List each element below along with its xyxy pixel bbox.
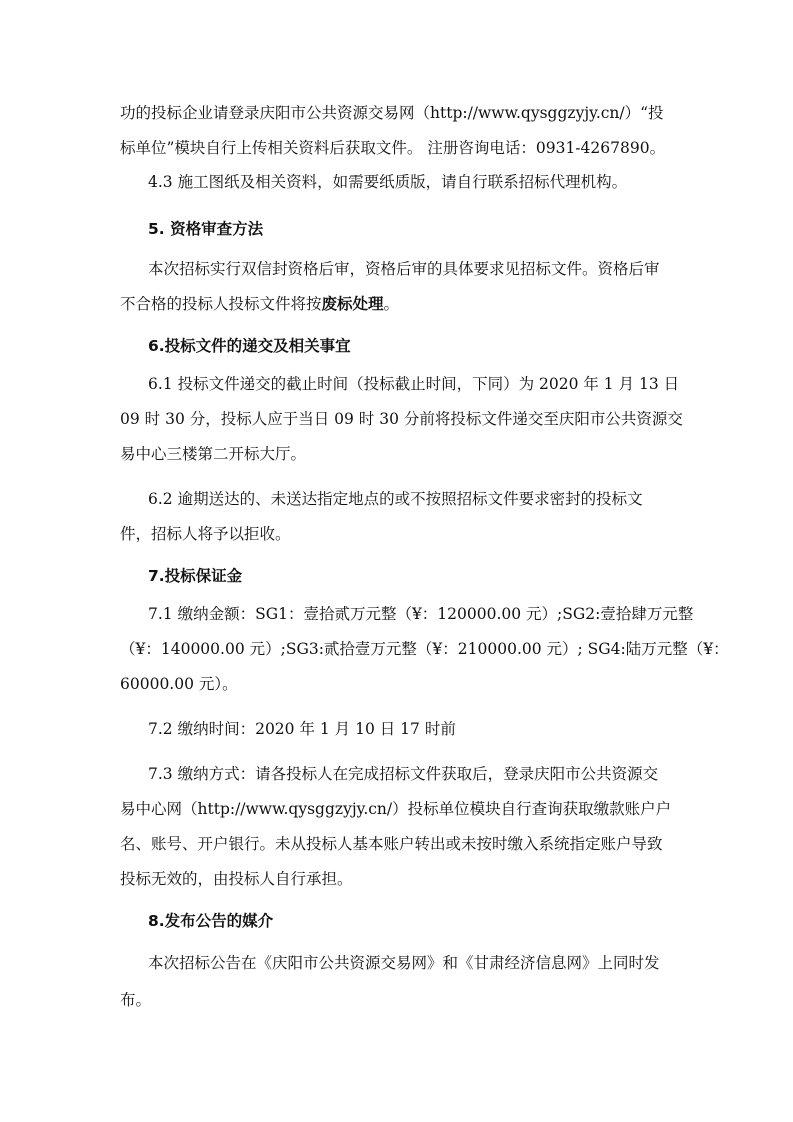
paragraph-4-2-line-2: 标单位”模块自行上传相关资料后获取文件。 注册咨询电话：0931-4267890。 bbox=[120, 139, 666, 157]
heading-8: 8.发布公告的媒介 bbox=[148, 912, 274, 930]
paragraph-6-2-line-2: 件，招标人将予以拒收。 bbox=[120, 525, 291, 543]
paragraph-7-3-line-4: 投标无效的，由投标人自行承担。 bbox=[120, 870, 353, 888]
paragraph-5-period: 。 bbox=[383, 295, 400, 313]
paragraph-7-3-line-3: 名、账号、开户银行。未从投标人基本账户转出或未按时缴入系统指定账户导致 bbox=[120, 835, 663, 853]
heading-7: 7.投标保证金 bbox=[148, 567, 243, 585]
paragraph-6-1-line-3: 易中心三楼第二开标大厅。 bbox=[120, 445, 307, 463]
heading-5: 5. 资格审查方法 bbox=[148, 220, 264, 238]
paragraph-5-text: 不合格的投标人投标文件将按 bbox=[120, 295, 322, 313]
paragraph-5-line-2 bbox=[120, 294, 399, 314]
paragraph-5-line-1: 本次招标实行双信封资格后审，资格后审的具体要求见招标文件。资格后审 bbox=[148, 260, 660, 278]
paragraph-8-line-1: 本次招标公告在《庆阳市公共资源交易网》和《甘肃经济信息网》上同时发 bbox=[148, 954, 660, 972]
paragraph-6-2-line-1: 6.2 逾期送达的、未送达指定地点的或不按照招标文件要求密封的投标文 bbox=[148, 490, 643, 508]
paragraph-4-3: 4.3 施工图纸及相关资料，如需要纸质版，请自行联系招标代理机构。 bbox=[148, 173, 628, 191]
heading-6: 6.投标文件的递交及相关事宜 bbox=[148, 337, 351, 355]
paragraph-7-1-line-2: （¥：140000.00 元）;SG3:贰拾壹万元整（¥：210000.00 元）; SG4:陆万元整（¥： bbox=[120, 640, 729, 658]
paragraph-7-1-line-1: 7.1 缴纳金额：SG1：壹拾贰万元整（¥：120000.00 元）;SG2:壹拾肆万元整 bbox=[148, 605, 694, 623]
paragraph-7-3-line-1: 7.3 缴纳方式：请各投标人在完成招标文件获取后，登录庆阳市公共资源交 bbox=[148, 765, 659, 783]
paragraph-6-1-line-1: 6.1 投标文件递交的截止时间（投标截止时间，下同）为 2020 年 1 月 13 日 bbox=[148, 375, 680, 393]
paragraph-4-2-line-1: 功的投标企业请登录庆阳市公共资源交易网（http://www.qysggzyjy.cn/）“投 bbox=[120, 104, 664, 122]
paragraph-5-bold-text: 废标处理 bbox=[321, 295, 384, 313]
paragraph-6-1-line-2: 09 时 30 分，投标人应于当日 09 时 30 分前将投标文件递交至庆阳市公共资源交 bbox=[120, 410, 683, 428]
paragraph-8-line-2: 布。 bbox=[120, 991, 152, 1009]
paragraph-7-1-line-3: 60000.00 元）。 bbox=[120, 675, 238, 693]
paragraph-7-2: 7.2 缴纳时间：2020 年 1 月 10 日 17 时前 bbox=[148, 720, 456, 738]
paragraph-7-3-line-2: 易中心网（http://www.qysggzyjy.cn/）投标单位模块自行查询获取缴款账户户 bbox=[120, 800, 672, 818]
